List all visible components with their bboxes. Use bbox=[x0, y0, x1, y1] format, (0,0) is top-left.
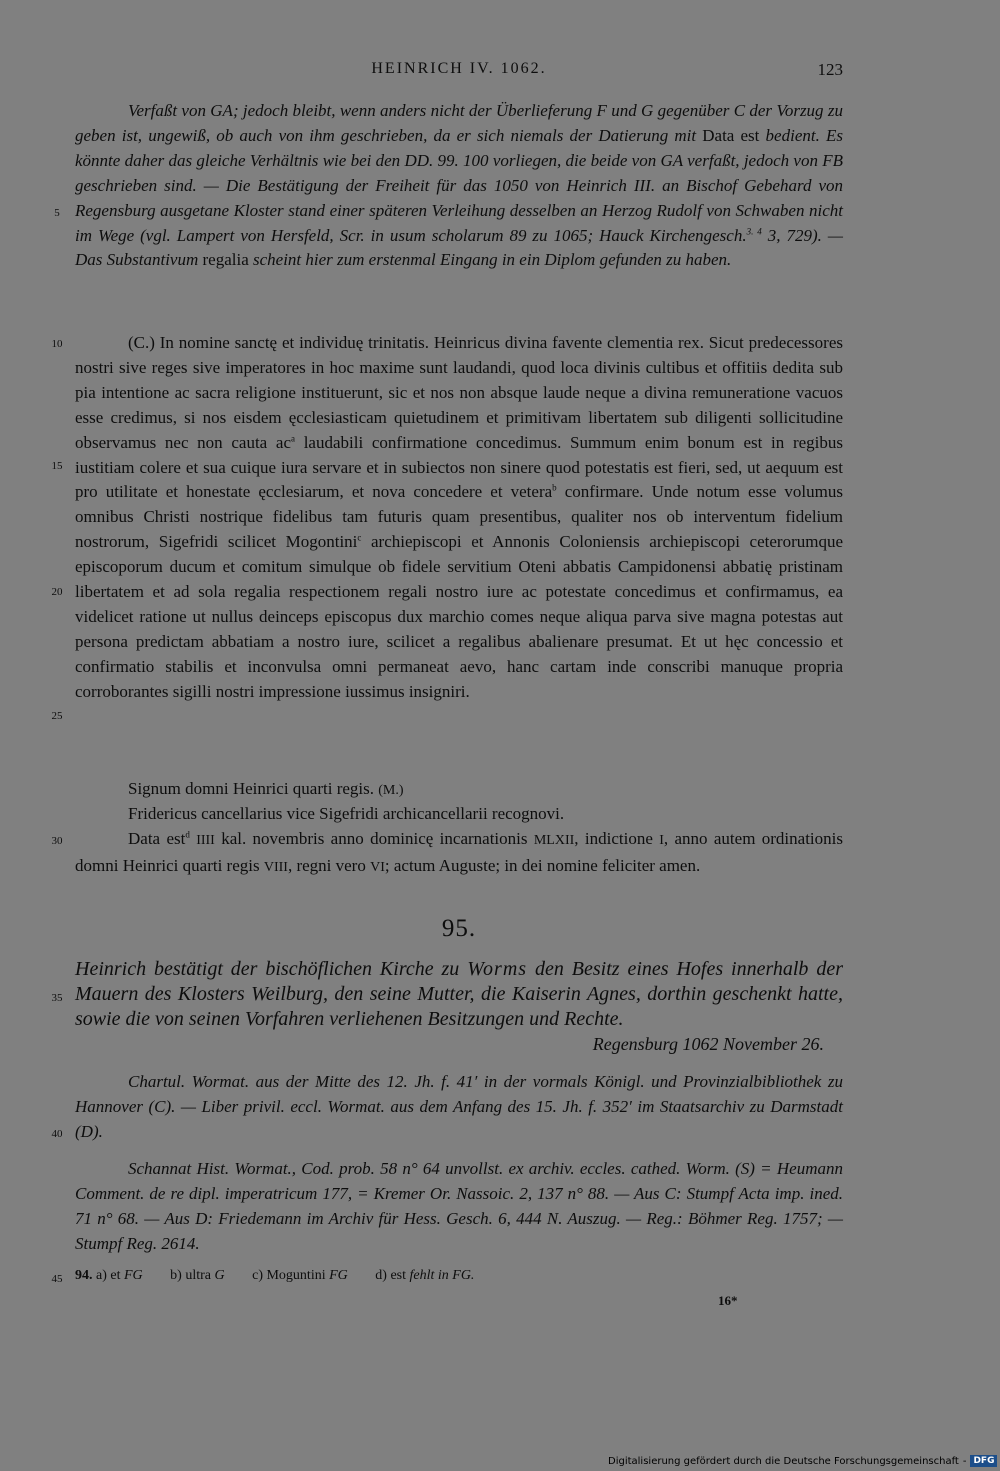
manuscript-sources: Chartul. Wormat. aus der Mitte des 12. Jh. f. 41′ in der vormals Königl. und Provinzialbibliothek zu Hannover (C). — Liber privil. eccl. Wormat. aus dem Anfang des 15. Jh. f. 352′ im Staatsarchiv zu Darmstadt (D). bbox=[75, 1072, 843, 1141]
footnotes bbox=[75, 1268, 498, 1284]
footnote-a: a) et FG bbox=[96, 1268, 143, 1283]
summary-date: Regensburg 1062 November 26. bbox=[592, 1034, 824, 1054]
document-summary: Heinrich bestätigt der bischöflichen Kirche zu Worms den Besitz eines Hofes innerhalb der Mauern des Klosters Weilburg, den seine Mutter, die Kaiserin Agnes, dorthin geschenkt hatte, sowie die von seinen Vorfahren verliehenen Besitzungen und Rechte. Regensburg 1062 November 26. bbox=[75, 957, 843, 1057]
running-title: HEINRICH IV. 1062. bbox=[371, 60, 547, 77]
line-number: 5 bbox=[54, 207, 60, 219]
line-number: 40 bbox=[51, 1128, 63, 1140]
line-number: 25 bbox=[51, 710, 63, 722]
dating-clause: Data est$^d$ IIII kal. novembris anno dominicę incarnationis MLXII, indictione I, anno autem ordinationis domni Heinrici quarti regis VIII, regni vero VI; actum Auguste; in dei nomine feliciter amen. bbox=[75, 829, 843, 875]
line-number: 10 bbox=[51, 338, 63, 350]
signum-line: Signum domni Heinrici quarti regis. (M.) bbox=[128, 779, 404, 798]
footer-credit: Digitalisierung gefördert durch die Deutsche Forschungsgemeinschaft - DFG bbox=[608, 1453, 997, 1469]
introductory-note: Verfaßt von GA; jedoch bleibt, wenn anders nicht der Überlieferung F und G gegenüber C der Vorzug zu geben ist, ungewiß, ob auch von ihm geschrieben, da er sich niemals der Datierung mit Data est bedient. Es könnte daher das gleiche Verhältnis wie bei den DD. 99. 100 vorliegen, die beide von GA verfaßt, jedoch von FB geschrieben sind. — Die Bestätigung der Freiheit für das 1050 von Heinrich III. an Bischof Gebehard von Regensburg ausgetane Kloster stand einer späteren Verleihung desselben an Herzog Rudolf von Schwaben nicht im Wege (vgl. Lampert von Hersfeld, Scr. in usum scholarum 89 zu 1065; Hauck Kirchengesch.$^{3. 4}$ 3, 729). — Das Substantivum regalia scheint hier zum erstenmal Eingang in ein Diplom gefunden zu haben. bbox=[75, 101, 844, 270]
signature-mark: 16* bbox=[718, 1293, 738, 1308]
line-number: 20 bbox=[51, 586, 63, 598]
footnote-label: 94. bbox=[75, 1268, 93, 1283]
line-number: 35 bbox=[51, 992, 63, 1004]
literature-references: Schannat Hist. Wormat., Cod. prob. 58 n° 64 unvollst. ex archiv. eccles. cathed. Worm. (S) = Heumann Comment. de re dipl. imperatricum 177, = Kremer Or. Nassoic. 2, 137 n° 88. — Aus C: Stumpf Acta imp. ined. 71 n° 68. — Aus D: Friedemann im Archiv für Hess. Gesch. 6, 444 N. Auszug. — Reg.: Böhmer Reg. 1757; — Stumpf Reg. 2614. bbox=[75, 1159, 843, 1253]
footnote-b: b) ultra G bbox=[170, 1268, 225, 1283]
line-number: 45 bbox=[51, 1273, 63, 1285]
footnote-c: c) Moguntini FG bbox=[252, 1268, 348, 1283]
page-header bbox=[75, 60, 843, 84]
line-number: 30 bbox=[51, 835, 63, 847]
document-number: 95. bbox=[441, 915, 477, 942]
dfg-logo: DFG bbox=[970, 1455, 997, 1467]
footer-credit-text: Digitalisierung gefördert durch die Deutsche Forschungsgemeinschaft bbox=[608, 1455, 959, 1467]
line-number: 15 bbox=[51, 460, 63, 472]
recognition-line: Fridericus cancellarius vice Sigefridi archicancellarii recognovi. bbox=[128, 804, 565, 823]
footnote-d: d) est fehlt in FG. bbox=[375, 1268, 475, 1283]
charter-text: (C.) In nomine sanctę et individuę trinitatis. Heinricus divina favente clementia rex. Sicut predecessores nostri sive reges sive imperatores in hoc maxime sunt laudandi, quod loca divinis cultibus et offitiis dedita sub pia intentione ac sacra religione instituerunt, sic et nos non absque laude neque a divina remuneratione vacuos esse credimus, si nos eisdem ęcclesiasticam quietudinem et primitivam libertatem sub diligenti sollicitudine observamus nec non cauta $ac^a$ laudabili confirmatione concedimus. Summum enim bonum est in regibus iustitiam colere et sua cuique iura servare et in subiectos non sinere quod potestatis est fieri, sed, ut aequum est pro utilitate et honestate ęcclesiarum, et nova concedere et vetera$^b$ confirmare. Unde notum esse volumus omnibus Christi nostrique fidelibus tam futuris quam presentibus, qualiter nos ob interventum fidelium nostrorum, Sigefridi scilicet Mogontini$^c$ archiepiscopi et Annonis Coloniensis archiepiscopi ceterorumque episcoporum ducum et comitum simulque ob fidele servitium Oteni abbatis Campidonensi abbatię pristinam libertatem et ad sola regalia respectionem regali nostro iure ac potestate concedimus et confirmamus, ea videlicet ratione ut nullus deinceps episcopus dux marchio comes neque aliqua parva sive magna potestas aut persona predictam abbatiam a nostro iure, scilicet a regalibus abalienare presumat. Et ut hęc concessio et confirmatio stabilis et inconvulsa omni permaneat aevo, hanc cartam inde conscribi manuque propria corroborantes sigilli nostri impressione iussimus insigniri. bbox=[75, 333, 843, 701]
page-number: 123 bbox=[817, 60, 843, 79]
